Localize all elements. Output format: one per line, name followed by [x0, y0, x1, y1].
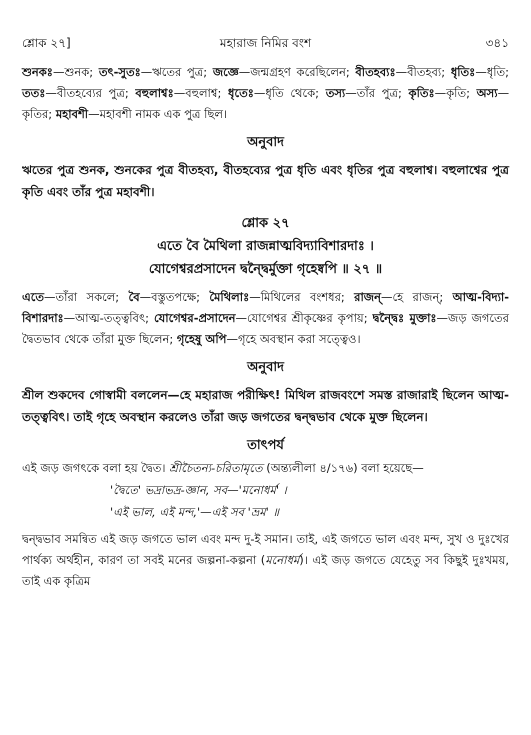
wm-meaning: মিথিলের বংশধর; — [260, 290, 345, 304]
wm-meaning: জন্মগ্রহণ করেছিলেন; — [250, 65, 350, 79]
purport-quote-2: 'এই ভাল, এই মন্দ,'—এই সব 'ভ্রম' ॥ — [110, 505, 280, 519]
wm-meaning: কৃতির; — [22, 107, 53, 121]
word-meanings-1: শুনকঃ—শুনক; তৎ-সুতঃ—ঋতের পুত্র; জজ্ঞে—জন্মগ্রহণ করেছিলেন; বীতহব্যঃ—বীতহব্য; ধৃতিঃ—ধৃতি; ততঃ—বীতহব্যের পুত্র; বহুলাশ্বঃ—বহুলাশ্ব; ধৃতেঃ—ধৃতি থেকে; তস্য—তাঁর পুত্র; কৃতিঃ—কৃতি; অস্য—কৃতির; মহাবশী—মহাবশী নামক এক পুত্র ছিল। — [22, 65, 510, 121]
page-header — [22, 34, 509, 52]
purport-quote-1: 'দ্বৈতে' ভদ্রাভদ্র-জ্ঞান, সব—'মনোধর্ম' । — [110, 483, 287, 497]
wm-meaning: তাঁরা সকলে; — [55, 290, 120, 304]
wm-word: গৃহেষু অপি — [176, 332, 227, 346]
wm-meaning: হে রাজন্; — [392, 290, 444, 304]
wm-word: তৎ-সুতঃ — [98, 65, 141, 79]
translation-2-heading: অনুবাদ — [247, 360, 284, 375]
purport-para2-italic: মনোধর্ম — [265, 553, 300, 567]
purport-para2-a: দ্বন্দ্বভাব সমন্বিত এই জড় জগতে ভাল এবং মন্দ দু-ই সমান। তাই, এই জগতে ভাল এবং মন্দ, সুখ ও দুঃখের পার্থক্য অর্থহীন, কারণ তা সবই মনের জল্পনা-কল্পনা ( — [22, 532, 509, 567]
wm-word: আত্ম-বিদ্যা-বিশারদাঃ — [22, 290, 510, 325]
purport-intro-source: শ্রীচৈতন্য-চরিতামৃতে — [169, 461, 263, 475]
wm-word: জজ্ঞে — [212, 65, 239, 79]
purport-para2-b: )। এই জড় জগতে যেহেতু সব কিছুই দুঃখময়, তাই এক কৃত্রিম — [22, 553, 510, 588]
wm-meaning: বীতহব্যের পুত্র; — [56, 86, 129, 100]
wm-word: তস্য — [325, 86, 346, 100]
wm-meaning: তাঁর পুত্র; — [356, 86, 402, 100]
wm-meaning: ধৃতি থেকে; — [265, 86, 320, 100]
verse-heading: শ্লোক ২৭ — [241, 216, 290, 231]
wm-word: শুনকঃ — [22, 65, 53, 79]
translation-1-text: ঋতের পুত্র শুনক, শুনকের পুত্র বীতহব্য, বীতহব্যের পুত্র ধৃতি এবং ধৃতির পুত্র বহুলাশ্ব। বহুলাশ্বের পুত্র কৃতি এবং তাঁর পুত্র মহাবশী। — [22, 163, 509, 199]
wm-meaning: ঋতের পুত্র; — [152, 65, 208, 79]
purport-heading: তাৎপর্য — [247, 438, 284, 453]
wm-word: ধৃতিঃ — [450, 65, 476, 79]
verse-line-2: যোগেশ্বরপ্রসাদেন দ্বন্দ্বৈর্মুক্তা গৃহেষ্বপি ॥ ২৭ ॥ — [148, 262, 383, 277]
wm-meaning: জড় জগতের দ্বৈতভাব থেকে তাঁরা মুক্ত ছিলেন; — [22, 311, 509, 346]
word-meanings-2: এতে—তাঁরা সকলে; বৈ—বস্তুতপক্ষে; মৈথিলাঃ—মিথিলের বংশধর; রাজন্—হে রাজন্; আত্ম-বিদ্যা-বিশারদাঃ—আত্ম-তত্ত্ববিৎ; যোগেশ্বর-প্রসাদেন—যোগেশ্বর শ্রীকৃষ্ণের কৃপায়; দ্বন্দ্বৈঃ মুক্তাঃ—জড় জগতের দ্বৈতভাব থেকে তাঁরা মুক্ত ছিলেন; গৃহেষু অপি—গৃহে অবস্থান করা সত্ত্বেও। — [22, 290, 510, 346]
wm-meaning: বীতহব্য; — [407, 65, 446, 79]
wm-meaning: গৃহে অবস্থান করা সত্ত্বেও। — [237, 332, 361, 346]
translation-2-text: শ্রীল শুকদেব গোস্বামী বললেন—হে মহারাজ পরীক্ষিৎ! মিথিল রাজবংশে সমস্ত রাজারাই ছিলেন আত্ম-তত্ত্ববিৎ। তাই গৃহে অবস্থান করলেও তাঁরা জড় জগতের দ্বন্দ্বভাব থেকে মুক্ত ছিলেন। — [22, 388, 509, 424]
wm-meaning: মহাবশী নামক এক পুত্র ছিল। — [99, 107, 228, 121]
header-page-number: ৩৪১ — [485, 36, 509, 50]
purport-intro-b: (অন্ত্যলীলা ৪/১৭৬) বলা হয়েছে— — [262, 461, 424, 475]
wm-meaning: বস্তুতপক্ষে; — [151, 290, 201, 304]
wm-word: মহাবশী — [55, 107, 89, 121]
wm-word: মৈথিলাঃ — [209, 290, 250, 304]
wm-meaning: বহুলাশ্ব; — [185, 86, 222, 100]
wm-word: কৃতিঃ — [408, 86, 435, 100]
wm-word: বীতহব্যঃ — [355, 65, 396, 79]
purport-paragraph-2 — [22, 529, 509, 592]
wm-meaning: যোগেশ্বর শ্রীকৃষ্ণের কৃপায়; — [247, 311, 368, 325]
wm-word: এতে — [22, 290, 44, 304]
wm-word: বহুলাশ্বঃ — [135, 86, 174, 100]
purport-intro — [22, 458, 509, 479]
wm-word: ধৃতেঃ — [228, 86, 254, 100]
header-verse-ref: শ্লোক ২৭] — [22, 36, 71, 50]
wm-word: অস্য — [476, 86, 498, 100]
wm-meaning: ধৃতি; — [486, 65, 510, 79]
verse-line-1: এতে বৈ মৈথিলা রাজন্নাত্মবিদ্যাবিশারদাঃ । — [157, 239, 374, 254]
wm-word: বৈ — [128, 290, 140, 304]
wm-word: রাজন্ — [354, 290, 381, 304]
wm-word: দ্বন্দ্বৈঃ মুক্তাঃ — [372, 311, 437, 325]
header-chapter-title: মহারাজ নিমির বংশ — [219, 36, 312, 50]
purport-intro-a: এই জড় জগৎকে বলা হয় দ্বৈত। — [22, 461, 170, 475]
translation-1-heading: অনুবাদ — [247, 135, 284, 150]
wm-word: যোগেশ্বর-প্রসাদেন — [154, 311, 236, 325]
wm-word: ততঃ — [22, 86, 46, 100]
page-content — [22, 62, 509, 592]
wm-meaning: শুনক; — [64, 65, 94, 79]
wm-meaning: কৃতি; — [446, 86, 470, 100]
wm-meaning: আত্ম-তত্ত্ববিৎ; — [75, 311, 149, 325]
